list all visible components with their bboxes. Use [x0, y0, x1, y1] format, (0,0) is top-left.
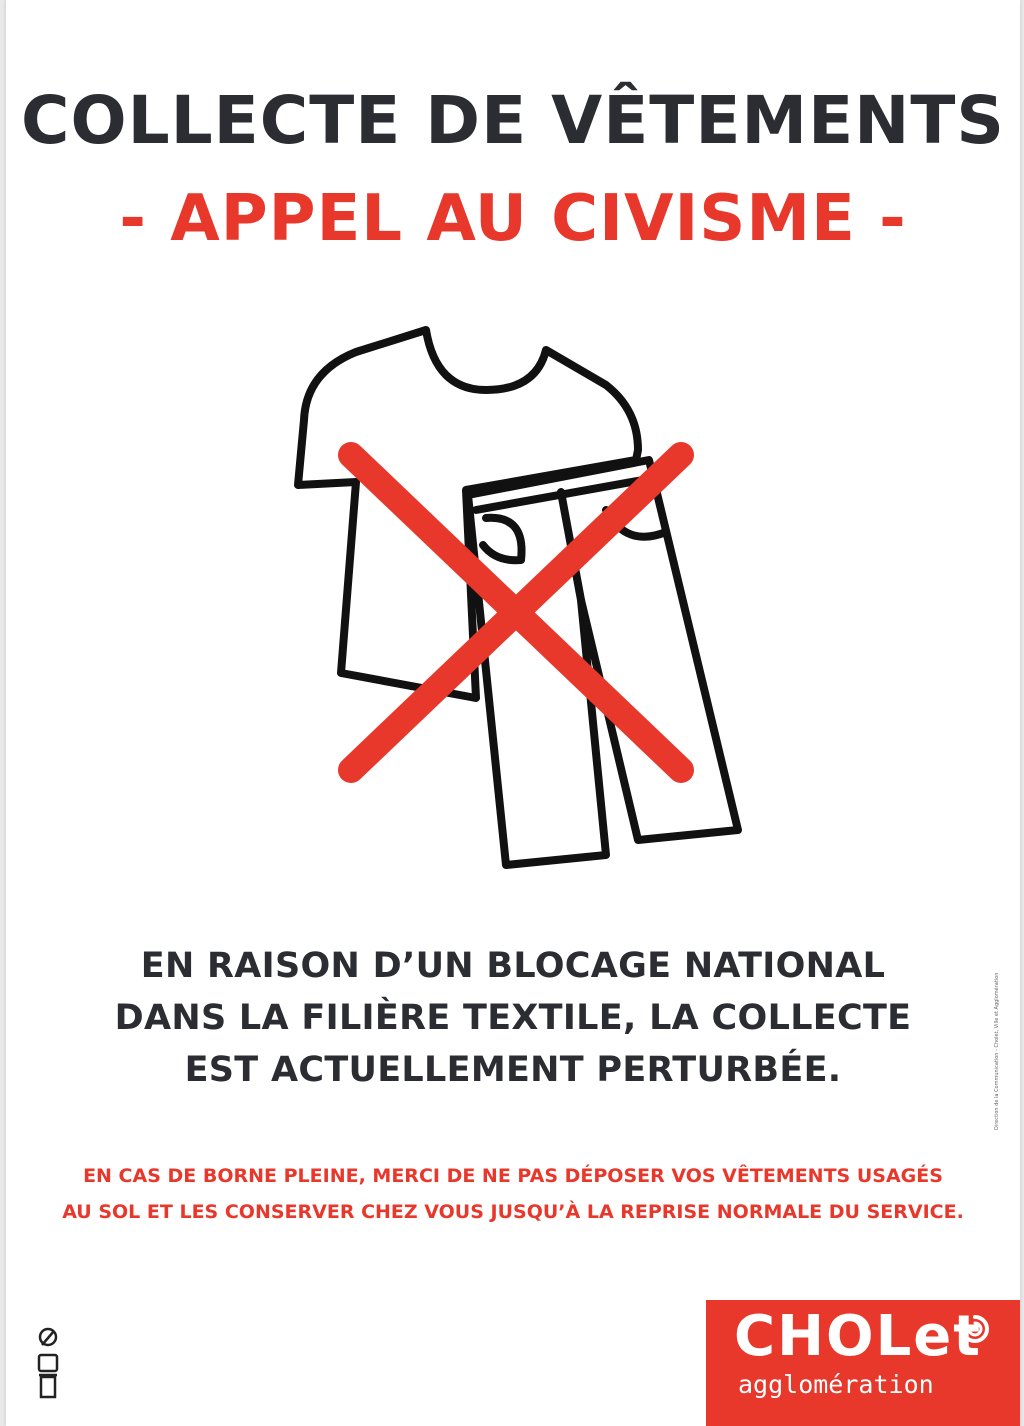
- notice-text: [6, 1158, 1020, 1230]
- notice-line: EN CAS DE BORNE PLEINE, MERCI DE NE PAS DÉPOSER VOS VÊTEMENTS USAGÉS: [83, 1165, 943, 1187]
- recycle-icon: [40, 1329, 56, 1345]
- side-icons: [36, 1325, 66, 1405]
- logo-name: CHOLet: [734, 1304, 983, 1369]
- poster: [6, 0, 1020, 1426]
- page-title: COLLECTE DE VÊTEMENTS: [21, 82, 1005, 159]
- trash-bin-icon: [39, 1355, 57, 1397]
- notice-line: AU SOL ET LES CONSERVER CHEZ VOUS JUSQU’À LA REPRISE NORMALE DU SERVICE.: [62, 1201, 964, 1223]
- clothes-illustration: [6, 300, 1020, 890]
- logo-subtitle: agglomération: [738, 1370, 934, 1399]
- cholet-logo: [706, 1300, 1020, 1426]
- credit-text: Direction de la Communication - Cholet, Ville et Agglomération: [994, 972, 1000, 1130]
- message-line: EN RAISON D’UN BLOCAGE NATIONAL: [140, 946, 886, 986]
- swirl-icon: [958, 1312, 992, 1346]
- message-line: EST ACTUELLEMENT PERTURBÉE.: [184, 1050, 842, 1090]
- message-line: DANS LA FILIÈRE TEXTILE, LA COLLECTE: [114, 998, 912, 1038]
- main-message: [6, 940, 1020, 1096]
- page-subtitle: - APPEL AU CIVISME -: [119, 182, 907, 256]
